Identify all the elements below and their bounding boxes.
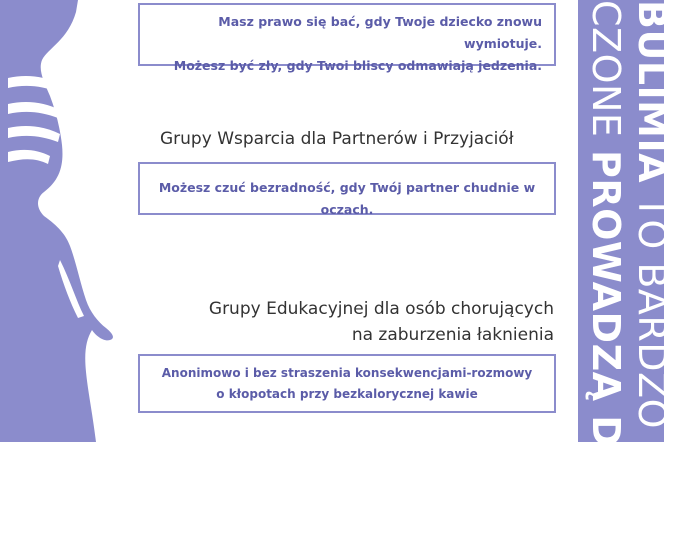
heading-line: Grupy Wsparcia dla Partnerów i Przyjaciół [160, 129, 514, 149]
heading-line: na zaburzenia łaknienia [351, 325, 554, 345]
section-heading-partners [160, 129, 560, 149]
message-line: Możesz być zły, gdy Twoi bliscy odmawiają jedzenia. [173, 58, 542, 73]
banner-bold-text: PROWADZĄ DO ŚM [584, 150, 628, 560]
heading-line: Grupy Edukacyjnej dla osób chorujących [208, 299, 554, 319]
message-box-3 [138, 354, 556, 413]
figure-body [0, 0, 113, 442]
message-line: Anonimowo i bez straszenia konsekwencjami-rozmowy [161, 366, 533, 380]
message-line: Możesz czuć bezradność, gdy Twój partner chudnie w oczach. [158, 180, 536, 217]
banner-light-text: CZONE [584, 0, 628, 150]
banner-bold-text: BULIMIA [630, 0, 674, 184]
banner-line-2 [584, 0, 628, 560]
message-line: Masz prawo się bać, gdy Twoje dziecko znowu wymiotuje. [218, 14, 542, 51]
figure-illustration [0, 0, 140, 442]
message-box-1 [138, 3, 556, 73]
section-heading-education [130, 296, 554, 348]
banner-line-1 [630, 0, 674, 529]
message-box-2 [138, 162, 556, 215]
message-line: o kłopotach przy bezkalorycznej kawie [216, 387, 478, 401]
banner-light-text: TO BARDZO GRO [630, 183, 674, 529]
